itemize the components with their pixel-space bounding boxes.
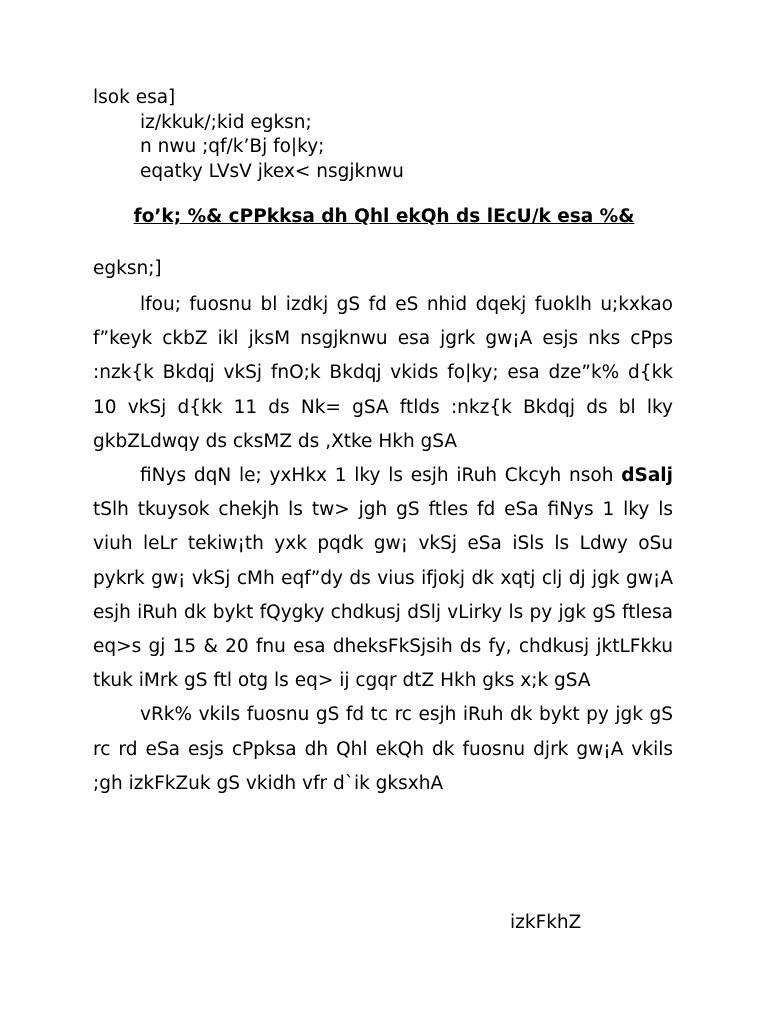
paragraph-2 [93,459,673,698]
paragraph-2-rest: tSlh tkuysok chekjh ls tw> jgh gS ftles fd eSa fiNys 1 lky ls viuh leLr tekiw¡th yxk pqdk gw¡ vkSj eSa iSls ls Ldwy oSu pykrk gw¡ vkSj cMh eqf”dy ds vius ifjokj dk xqtj clj dj jgk gw¡A esjh iRuh dk bykt fQygky chdkusj dSlj vLirky ls py jgk gS ftlesa eq>s gj 15 & 20 fnu esa dheksFkSjsih ds fy, chdkusj jktLFkku tkuk iMrk gS ftl otg ls eq> ij cgqr dtZ Hkh gks x;k gSA [93,499,673,692]
salutation: egksn;] [93,258,162,279]
recipient-address [93,86,404,184]
address-line-4: eqatky LVsV jkex< nsgjknwu [140,160,404,182]
signature-label: izkFkhZ [510,912,582,933]
subject-line: fo’k; %& cPPkksa dh Qhl ekQh ds lEcU/k esa %& [133,206,635,227]
paragraph-3: vRk% vkils fuosnu gS fd tc rc esjh iRuh dk bykt py jgk gS rc rd eSa esjs cPpksa dh Qhl ekQh dk fuosnu djrk gw¡A vkils ;gh izkFkZuk gS vkidh vfr d`ik gksxhA [93,704,673,794]
paragraph-1: lfou; fuosnu bl izdkj gS fd eS nhid dqekj fuoklh u;kxkao f”keyk ckbZ ikl jksM nsgjknwu esa jgrk gw¡A esjs nks cPps :nzk{k Bkdqj vkSj fnO;k Bkdqj vkids fo|ky; esa dze”k% d{kk 10 vkSj d{kk 11 ds Nk= gSA ftlds :nkz{k Bkdqj ds bl lky gkbZLdwqy ds cksMZ ds ,Xtke Hkh gSA [93,294,673,452]
paragraph-2-start: fiNys dqN le; yxHkx 1 lky ls esjh iRuh Ckcyh nsoh [140,465,614,487]
address-line-3: n nwu ;qf/k’Bj fo|ky; [140,136,325,157]
address-line-1: lsok esa] [93,87,176,108]
address-line-2: iz/kkuk/;kid egksn; [140,111,312,133]
letter-body [93,288,673,801]
paragraph-2-bold-word: dSalj [621,465,673,487]
